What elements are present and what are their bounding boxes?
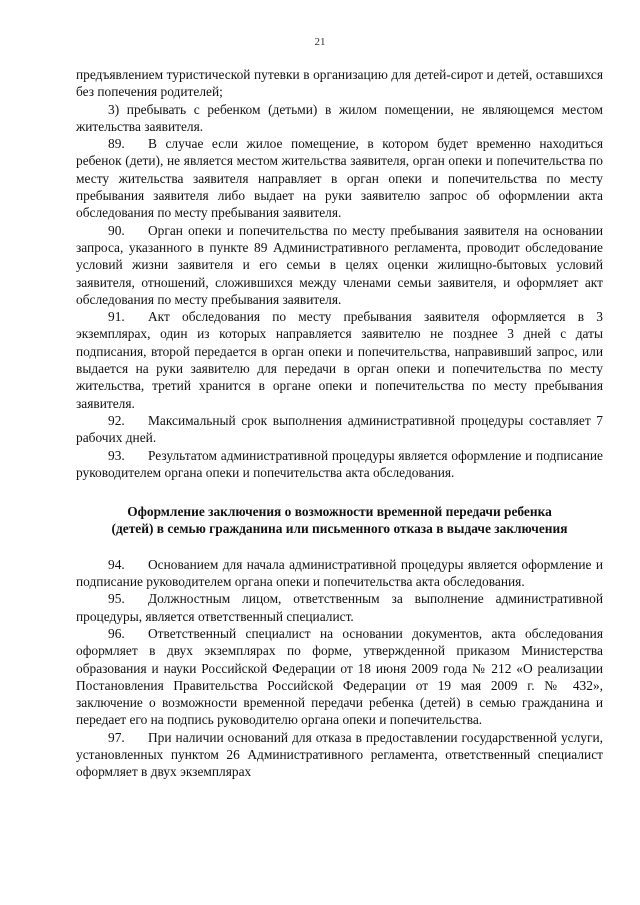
paragraph-text: Орган опеки и попечительства по месту пребывания заявителя на основании запроса, указанного в пункте 89 Административного регламента, проводит обследование условий жизни заявителя и его семьи в целях оценки жилищно-бытовых условий заявителя, отношений, сложившихся между членами семьи заявителя, и оформляет акт обследования по месту пребывания заявителя. bbox=[76, 222, 603, 307]
numbered-paragraph bbox=[76, 447, 603, 482]
page-number: 21 bbox=[314, 36, 326, 48]
numbered-paragraph bbox=[76, 412, 603, 447]
paragraph-text: Должностным лицом, ответственным за выполнение административной процедуры, является ответственный специалист. bbox=[76, 591, 603, 624]
heading-line-2: (детей) в семью гражданина или письменного отказа в выдаче заключения bbox=[111, 521, 568, 537]
list-item-3: 3) пребывать с ребенком (детьми) в жилом помещении, не являющемся местом жительства заявителя. bbox=[76, 101, 603, 134]
paragraph-number: 93. bbox=[108, 447, 125, 463]
paragraph-text: Ответственный специалист на основании документов, акта обследования оформляет в двух экземплярах по форме, утвержденной приказом Министерства образования и науки Российской Федерации от 18 июня 2009 года № 212 «О реализации Постановления Правительства Российской Федерации от 19 мая 2009 г. № 432», заключение о возможности временной передачи ребенка (детей) в семью гражданина и передает его на подпись руководителю органа опеки и попечительства. bbox=[76, 625, 603, 728]
paragraph-number: 91. bbox=[108, 309, 125, 325]
numbered-paragraph bbox=[76, 135, 603, 221]
numbered-paragraph bbox=[76, 625, 603, 729]
paragraph-text: При наличии оснований для отказа в предоставлении государственной услуги, установленных пунктом 26 Административного регламента, ответственный специалист оформляет в двух экземплярах bbox=[76, 729, 603, 780]
numbered-paragraph bbox=[76, 556, 603, 591]
paragraph-text: В случае если жилое помещение, в котором будет временно находиться ребенок (дети), не является местом жительства заявителя, орган опеки и попечительства по месту жительства заявителя направляет в орган опеки и попечительства по месту пребывания заявителя либо выдает на руки заявителю запрос об оформлении акта обследования по месту пребывания заявителя. bbox=[76, 136, 603, 221]
document-body bbox=[76, 66, 603, 781]
paragraph-text: Результатом административной процедуры является оформление и подписание руководителем органа опеки и попечительства акта обследования. bbox=[76, 447, 603, 480]
numbered-paragraph bbox=[76, 729, 603, 781]
paragraph-text: Максимальный срок выполнения административной процедуры составляет 7 рабочих дней. bbox=[76, 412, 603, 446]
section-heading bbox=[76, 503, 603, 538]
section-a bbox=[76, 135, 603, 481]
paragraph-number: 96. bbox=[108, 625, 125, 641]
paragraph-number: 95. bbox=[108, 591, 125, 607]
paragraph-number: 89. bbox=[108, 136, 125, 152]
paragraph-text: Акт обследования по месту пребывания заявителя оформляется в 3 экземплярах, один из которых направляется заявителю не позднее 3 дней с даты подписания, второй передается в орган опеки и попечительства, направивший запрос, или выдается на руки заявителю для передачи в орган опеки и попечительства по месту жительства, третий хранится в органе опеки и попечительства по месту пребывания заявителя. bbox=[76, 309, 603, 411]
paragraph-number: 94. bbox=[108, 556, 125, 572]
numbered-paragraph bbox=[76, 308, 603, 412]
heading-line-1: Оформление заключения о возможности временной передачи ребенка bbox=[127, 504, 552, 520]
numbered-paragraph bbox=[76, 590, 603, 625]
paragraph-number: 92. bbox=[108, 412, 125, 428]
numbered-paragraph bbox=[76, 222, 603, 308]
paragraph-text: Основанием для начала административной процедуры является оформление и подписание руководителем органа опеки и попечительства акта обследования. bbox=[76, 556, 603, 590]
continuation-paragraph: предъявлением туристической путевки в организацию для детей-сирот и детей, оставшихся без попечения родителей; bbox=[76, 67, 603, 100]
paragraph-number: 90. bbox=[108, 222, 125, 238]
section-b bbox=[76, 556, 603, 781]
paragraph-number: 97. bbox=[108, 729, 125, 745]
